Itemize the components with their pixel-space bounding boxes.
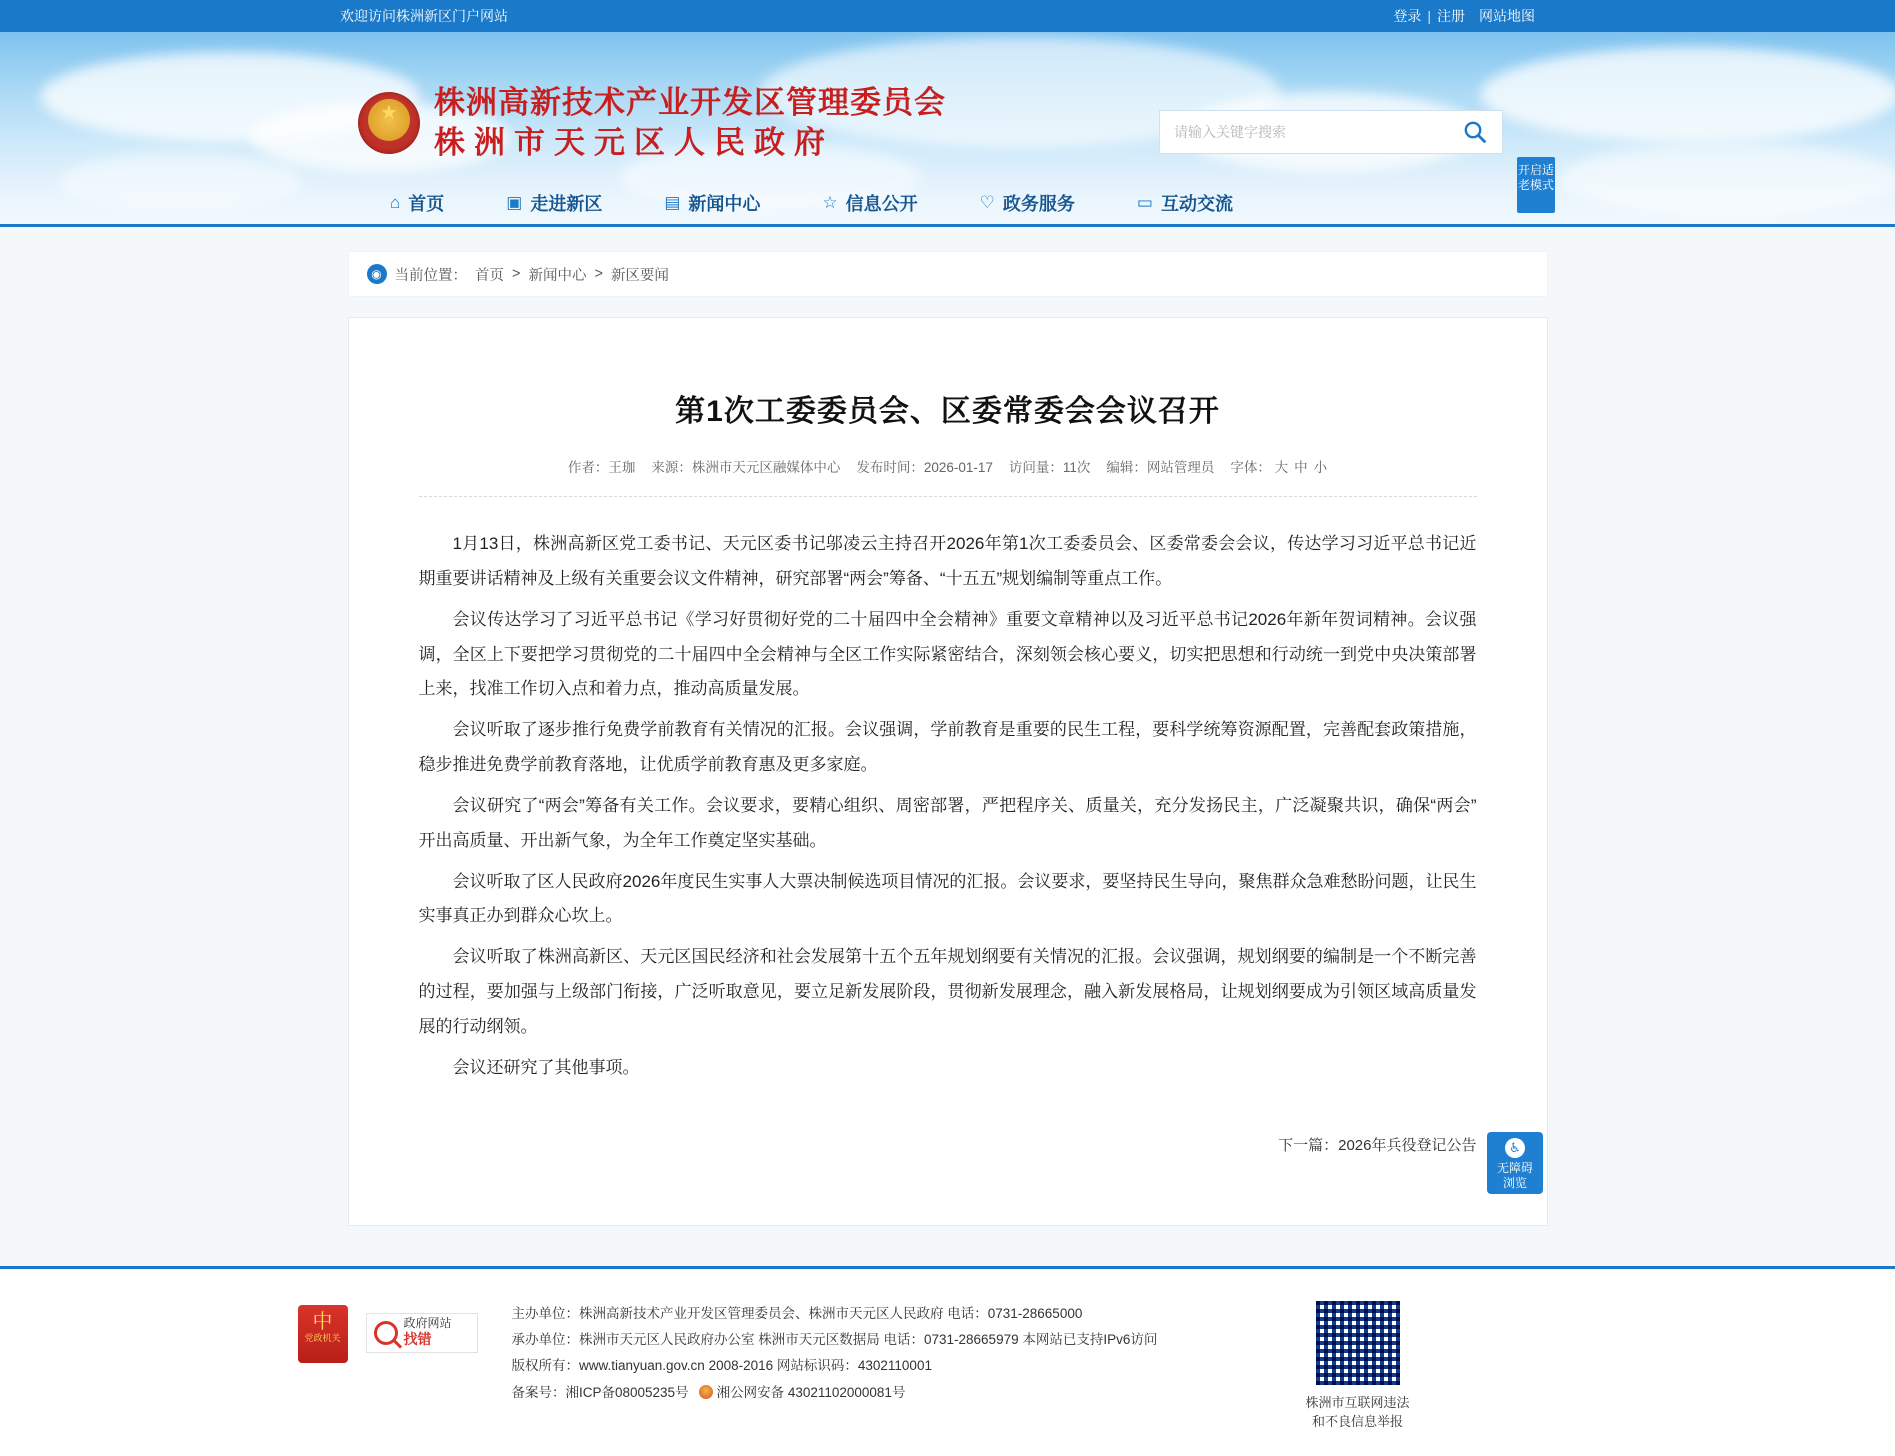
meta-views: [1009, 456, 1091, 476]
meta-date-label: 发布时间：: [856, 460, 924, 475]
national-emblem-icon: [358, 92, 420, 154]
police-badge-icon: [699, 1385, 713, 1399]
top-bar-links: [1393, 6, 1535, 26]
site-title: [434, 84, 946, 162]
footer-line-copyright: [512, 1353, 1272, 1379]
meta-source-label: 来源：: [651, 460, 692, 475]
page-title: 第1次工委委员会、区委常委会会议召开: [675, 395, 1220, 428]
site-footer: [0, 1266, 1895, 1456]
footer-operator-value: 株洲市天元区人民政府办公室 株洲市天元区数据局 电话：0731-28665979 本网站已支持IPv6访问: [579, 1331, 1158, 1347]
meta-editor-label: 编辑：: [1106, 460, 1147, 475]
meta-date: [856, 456, 993, 476]
meta-source: [651, 456, 840, 476]
breadcrumb: [348, 251, 1548, 297]
meta-views-value: 11次: [1062, 460, 1091, 475]
article-paragraph: 会议听取了区人民政府2026年度民生实事人大票决制候选项目情况的汇报。会议要求，要坚持民生导向，聚焦群众急难愁盼问题，让民生实事真正办到群众心坎上。: [418, 871, 1477, 926]
party-organ-badge[interactable]: [298, 1305, 348, 1363]
elder-mode-button[interactable]: 开启适老模式: [1517, 157, 1555, 213]
article-paragraph: 会议听取了逐步推行免费学前教育有关情况的汇报。会议强调，学前教育是重要的民生工程，要科学统筹资源配置，完善配套政策措施，稳步推进免费学前教育落地，让优质学前教育惠及更多家庭。: [418, 720, 1477, 775]
nav-label: 政务服务: [1002, 193, 1075, 214]
meta-date-value: 2026-01-17: [923, 460, 993, 475]
next-article-label: 下一篇：: [1278, 1136, 1339, 1154]
party-badge-text: 党政机关: [304, 1332, 341, 1343]
meta-views-label: 访问量：: [1008, 460, 1063, 475]
meta-editor-value: 网站管理员: [1146, 460, 1215, 475]
breadcrumb-sep: >: [594, 266, 603, 282]
footer-operator-label: 承办单位：: [511, 1331, 579, 1347]
gov-badge-line2: 找错: [403, 1331, 432, 1348]
gongan-beian-link[interactable]: 湘公网安备 43021102000081号: [716, 1384, 906, 1400]
meta-author: [568, 456, 636, 476]
gov-badge-line1: 政府网站: [403, 1316, 452, 1331]
accessibility-label-line2: 浏览: [1502, 1176, 1527, 1190]
search-button[interactable]: [1448, 111, 1502, 153]
qr-code-image: [1314, 1299, 1402, 1387]
qr-caption-line1: 株洲市互联网违法: [1305, 1394, 1410, 1410]
nav-label: 信息公开: [845, 193, 918, 214]
nav-label: 新闻中心: [688, 193, 761, 214]
article-paragraph: 会议研究了“两会”筹备有关工作。会议要求，要精心组织、周密部署，严把程序关、质量关，充分发扬民主，广泛凝聚共识，确保“两会”开出高质量、开出新气象，为全年工作奠定坚实基础。: [418, 795, 1477, 850]
image-icon: ▣: [506, 192, 523, 212]
cloud-decoration: [1480, 47, 1895, 142]
login-link[interactable]: 登录: [1393, 8, 1422, 24]
location-pin-icon: ◉: [367, 264, 387, 284]
search-input[interactable]: [1160, 111, 1448, 153]
meta-fontsize-label: 字体：: [1230, 460, 1271, 475]
article-card: [348, 317, 1548, 1226]
site-logo[interactable]: [358, 84, 946, 162]
breadcrumb-sep: >: [512, 266, 521, 282]
star-icon: ☆: [822, 192, 838, 212]
footer-copyright-value: www.tianyuan.gov.cn 2008-2016 网站标识码：4302110001: [579, 1358, 932, 1374]
meta-source-value: 株洲市天元区融媒体中心: [691, 460, 841, 475]
footer-beian-label: 备案号：: [511, 1384, 566, 1400]
site-title-line-2: 株洲市天元区人民政府: [434, 124, 834, 160]
nav-label: 首页: [408, 193, 445, 214]
page-body: [0, 227, 1895, 1266]
breadcrumb-prefix: 当前位置：: [394, 267, 467, 284]
nav-item-disclosure[interactable]: [822, 190, 917, 216]
nav-item-interaction[interactable]: [1137, 190, 1233, 216]
party-badge-symbol: 中: [312, 1310, 333, 1333]
next-article: [419, 1134, 1477, 1155]
heart-icon: ♡: [979, 192, 995, 212]
footer-host-label: 主办单位：: [511, 1305, 579, 1321]
search-box[interactable]: [1159, 110, 1503, 154]
article-meta: [419, 456, 1477, 497]
breadcrumb-item-home[interactable]: 首页: [475, 267, 504, 284]
meta-author-value: 王珈: [608, 460, 636, 475]
nav-item-services[interactable]: [980, 190, 1075, 216]
top-bar: [0, 0, 1895, 32]
welcome-text: 欢迎访问株洲新区门户网站: [340, 8, 508, 24]
nav-item-home[interactable]: [390, 190, 444, 216]
article-paragraph: 1月13日，株洲高新区党工委书记、天元区委书记邬凌云主持召开2026年第1次工委委员会、区委常委会会议，传达学习习近平总书记近期重要讲话精神及上级有关重要会议文件精神，研究部署“两会”筹备、“十五五”规划编制等重点工作。: [418, 534, 1477, 588]
footer-copyright-label: 版权所有：: [511, 1358, 579, 1374]
fontsize-medium-button[interactable]: 中: [1294, 460, 1308, 475]
search-icon: [1462, 119, 1488, 145]
link-separator: |: [1427, 8, 1431, 24]
breadcrumb-wrap: [348, 227, 1548, 297]
footer-badges: [238, 1297, 478, 1363]
fontsize-small-button[interactable]: 小: [1313, 460, 1328, 475]
chat-icon: ▭: [1136, 192, 1153, 212]
home-icon: ⌂: [390, 192, 401, 212]
meta-editor: [1106, 456, 1214, 476]
register-link[interactable]: 注册: [1437, 8, 1465, 24]
article-paragraph: 会议听取了株洲高新区、天元区国民经济和社会发展第十五个五年规划纲要有关情况的汇报。会议强调，规划纲要的编制是一个不断完善的过程，要加强与上级部门衔接，广泛听取意见，要立足新发展阶段，贯彻新发展理念，融入新发展格局，让规划纲要成为引领区域高质量发展的行动纲领。: [418, 947, 1477, 1036]
site-title-line-1: 株洲高新技术产业开发区管理委员会: [434, 85, 946, 120]
qr-caption-line2: 和不良信息举报: [1312, 1414, 1404, 1430]
footer-line-host: [512, 1301, 1272, 1327]
breadcrumb-item-current[interactable]: 新区要闻: [610, 267, 669, 284]
magnifier-icon: [374, 1321, 398, 1345]
nav-item-news[interactable]: [664, 190, 760, 216]
accessibility-button[interactable]: [1487, 1132, 1543, 1194]
meta-fontsize: [1230, 456, 1327, 476]
main-nav: [0, 181, 1895, 227]
article-paragraph: 会议还研究了其他事项。: [452, 1057, 640, 1077]
sitemap-link[interactable]: 网站地图: [1479, 8, 1535, 24]
accessibility-label-line1: 无障碍: [1496, 1161, 1533, 1175]
meta-author-label: 作者：: [567, 460, 609, 475]
icp-link[interactable]: 湘ICP备08005235号: [565, 1384, 689, 1400]
qr-caption: [1306, 1393, 1410, 1432]
footer-line-operator: [512, 1327, 1272, 1353]
breadcrumb-item-news[interactable]: 新闻中心: [528, 267, 587, 284]
footer-host-value: 株洲高新技术产业开发区管理委员会、株洲市天元区人民政府 电话：0731-28665000: [579, 1305, 1083, 1321]
footer-info: [512, 1297, 1272, 1406]
fontsize-large-button[interactable]: 大: [1274, 460, 1289, 475]
nav-label: 走进新区: [530, 193, 603, 214]
nav-item-about[interactable]: [506, 190, 602, 216]
article-body: [419, 497, 1477, 1086]
accessibility-icon: ♿: [1505, 1138, 1525, 1158]
qr-code-block: [1306, 1297, 1440, 1432]
footer-line-beian: [512, 1380, 1272, 1406]
article-paragraph: 会议传达学习了习近平总书记《学习好贯彻好党的二十届四中全会精神》重要文章精神以及习近平总书记2026年新年贺词精神。会议强调，全区上下要把学习贯彻党的二十届四中全会精神与全区工作实际紧密结合，深刻领会核心要义，切实把思想和行动统一到党中央决策部署上来，找准工作切入点和着力点，推动高质量发展。: [418, 609, 1477, 699]
nav-label: 互动交流: [1160, 193, 1233, 214]
news-icon: ▤: [664, 192, 681, 212]
next-article-link[interactable]: 2026年兵役登记公告: [1338, 1136, 1477, 1154]
